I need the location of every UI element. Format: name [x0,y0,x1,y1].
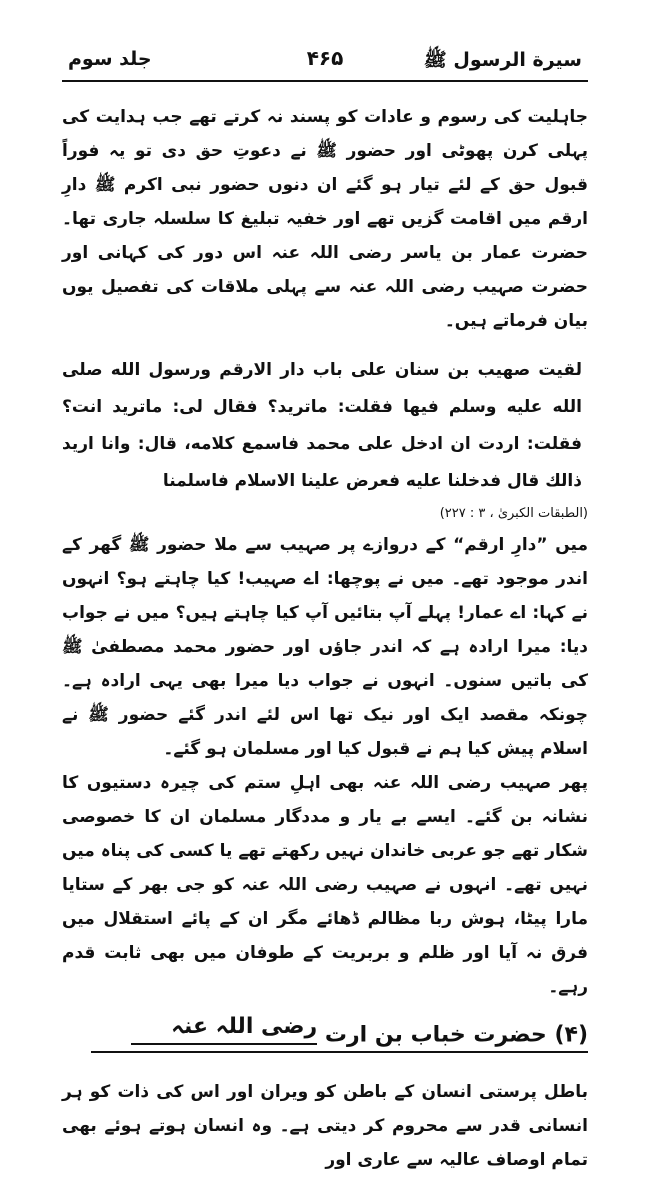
volume-label: جلد سوم [68,48,152,70]
page-header [62,40,588,80]
arabic-quotation: لقيت صهيب بن سنان على باب دار الارقم ورسول الله صلى الله عليه وسلم فيها فقلت: ماتريد؟ فقال لى: ماتريد انت؟ فقلت: اردت ان ادخل على محمد فاسمع كلامه، قال: وانا اريد ذالك قال فدخلنا عليه فعرض علينا الاسلام فاسلمنا [62,360,582,491]
paragraph-khabbab-intro [62,1075,588,1177]
paragraph-persecution [62,766,588,1004]
citation-reference: (الطبقات الكبرىٰ ، ۳ : ۲۲۷) [439,506,588,521]
header-rule [62,80,588,82]
paragraph-text: باطل پرستی انسان کے باطن کو ویران اور اس کی ذات کو ہر انسانی قدر سے محروم کر دیتی ہے۔ وہ انسان ہوتے ہوئے بھی تمام اوصاف عالیہ سے عاری اور [62,1082,588,1171]
paragraph-text: پھر صہیب رضی اللہ عنہ بھی اہلِ ستم کی چیرہ دستیوں کا نشانہ بن گئے۔ ایسے بے یار و مددگار مسلمان ان کا خصوصی شکار تھے جو عربی خاندان نہیں رکھتے تھے یا کسی کی پناہ میں نہیں تھے۔ انہوں نے صہیب رضی اللہ عنہ کو جی بھر کے ستایا مارا پیٹا، ہوش ربا مظالم ڈھائے مگر ان کے پائے استقلال میں فرق نہ آیا اور ظلم و بربریت کے طوفان میں بھی ثابت قدم رہے۔ [62,773,588,997]
book-title: سیرة الرسول ﷺ [423,49,582,71]
section-number: (۴) [554,1022,588,1048]
section-honorific: رضی اللہ عنہ [131,1014,317,1045]
page-number: ۴۶۵ [306,46,344,70]
section-heading-text [91,1014,588,1053]
paragraph-intro [62,100,588,338]
paragraph-text: جاہلیت کی رسوم و عادات کو پسند نہ کرتے تھے جب ہدایت کی پہلی کرن پھوٹی اور حضور ﷺ نے دعوتِ حق دی تو یہ فوراً قبول حق کے لئے تیار ہو گئے ان دنوں حضور نبی اکرم ﷺ دارِ ارقم میں اقامت گزیں تھے اور خفیہ تبلیغ کا سلسلہ جاری تھا۔ حضرت عمار بن یاسر رضی اللہ عنہ اس دور کی کہانی اور حضرت صہیب رضی اللہ عنہ سے پہلی ملاقات کی تفصیل یوں بیان فرماتے ہیں۔ [62,107,588,331]
paragraph-text: میں ”دارِ ارقم“ کے دروازے پر صہیب سے ملا حضور ﷺ گھر کے اندر موجود تھے۔ میں نے پوچھا: اے صہیب! کیا چاہتے ہو؟ انہوں نے کہا: اے عمار! پہلے آپ بتائیں آپ کیا چاہتے ہیں؟ میں نے جواب دیا: میرا ارادہ ہے کہ اندر جاؤں اور حضور محمد مصطفیٰ ﷺ کی باتیں سنوں۔ انہوں نے جواب دیا میرا بھی یہی ارادہ ہے۔ چونکہ مقصد ایک اور نیک تھا اس لئے اندر گئے حضور ﷺ نے اسلام پیش کیا ہم نے قبول کیا اور مسلمان ہو گئے۔ [62,535,588,759]
section-title: حضرت خباب بن ارت [324,1022,547,1048]
paragraph-translation [62,528,588,766]
page-body [62,100,588,1177]
section-heading [62,1014,588,1053]
